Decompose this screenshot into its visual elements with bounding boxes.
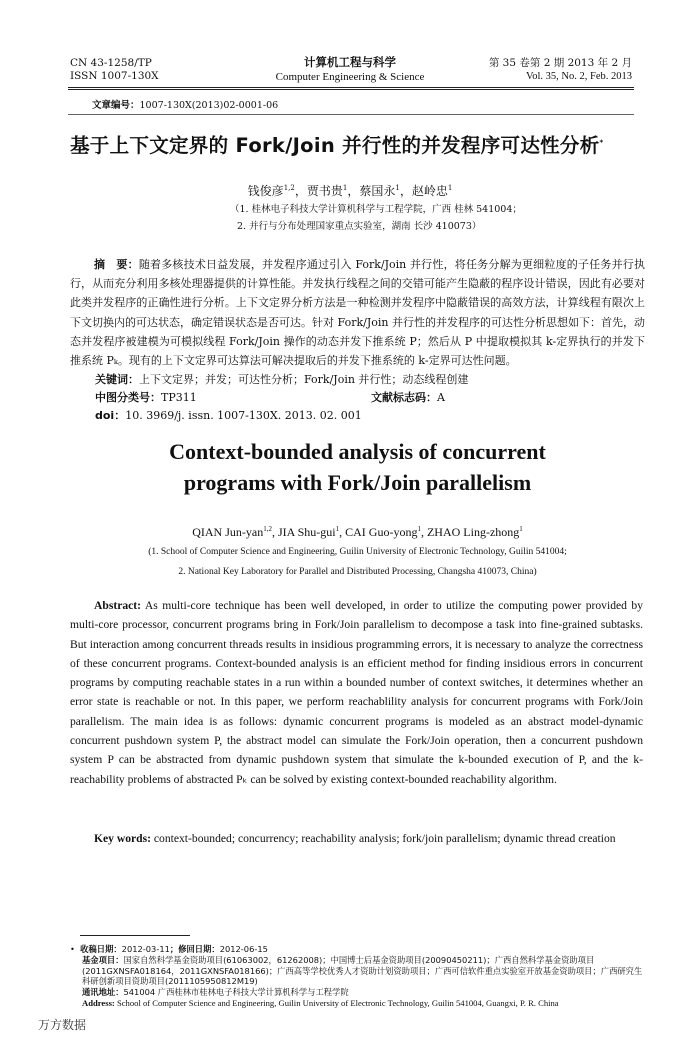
affiliation-zh-1: （1. 桂林电子科技大学计算机科学与工程学院，广西 桂林 541004； (230, 204, 522, 215)
abstract-en-label: Abstract: (94, 599, 142, 612)
footnote (70, 944, 650, 1009)
abstract-en (70, 596, 643, 789)
footnote-address (70, 987, 650, 998)
author-zh-3-sup: 1 (395, 184, 400, 192)
revised-date: 2012-06-15 (219, 944, 268, 954)
sep: ， (294, 184, 307, 198)
keywords-en (70, 829, 643, 848)
footnote-dates (70, 944, 650, 955)
doi (95, 407, 362, 425)
journal-title-zh: 计算机工程与科学 (304, 55, 396, 69)
author-en-1: QIAN Jun-yan (192, 525, 264, 539)
title-en-line-1: Context-bounded analysis of concurrent (169, 439, 546, 464)
author-zh-4-sup: 1 (447, 184, 453, 192)
document-code-value: A (437, 391, 445, 404)
watermark: 万方数据 (38, 1018, 87, 1032)
author-zh-2: 贾书贵 (306, 184, 343, 198)
doi-value: 10. 3969/j. issn. 1007-130X. 2013. 02. 001 (125, 409, 362, 422)
issue-zh: 第 35 卷第 2 期 2013 年 2 月 (488, 57, 632, 69)
document-code (371, 389, 445, 407)
title-zh-text: 基于上下文定界的 Fork/Join 并行性的并发程序可达性分析 (70, 134, 600, 157)
fund-label: 基金项目： (82, 954, 124, 965)
header-rule (68, 87, 634, 88)
authors-zh (80, 182, 620, 199)
article-number-rule (68, 114, 634, 115)
footnote-address-en (70, 998, 650, 1009)
abstract-zh-label: 摘 要： (94, 258, 139, 271)
author-en-2: JIA Shu-gui (277, 525, 336, 539)
header-rule-2 (68, 89, 634, 90)
title-footnote-mark: * (599, 138, 604, 147)
abstract-zh-text: 随着多核技术日益发展，并发程序通过引入 Fork/Join 并行性，将任务分解为更细粒度的子任务并行执行，从而充分利用多核处理器提供的计算性能。并发执行线程之间的交错可能产生隐蔽的程序设计错误，因此有必要对此类并发程序的正确性进行分析。上下文定界分析方法是一种检测并发程序中隐蔽错误的高效方法，计算线程有限次上下文切换内的可达状态，确定错误状态是否可达。针对 Fork/Join 并行性的并发程序的可达性分析思想如下：首先，动态并发程序被建模为可模拟线程 Fork/Join 操作的动态并发下推系统 P；然后从 P 中提取模拟其 k-定界执行的并发下推系统 Pₖ。现有的上下文定界可达算法可解决提取后的并发下推系统的 k-定界可达性问题。 (70, 258, 645, 368)
abstract-zh (70, 255, 645, 370)
affiliation-en-1: (1. School of Computer Science and Engineering, Guilin University of Electronic Technology, Guilin 541004; (148, 547, 567, 557)
author-en-2-sup: 1 (335, 525, 340, 533)
sep: ， (399, 184, 412, 198)
authors-en (70, 525, 645, 540)
issue-en: Vol. 35, No. 2, Feb. 2013 (526, 71, 632, 82)
abstract-en-text: As multi-core technique has been well developed, in order to utilize the computing power provided by multi-core processor, concurrent programs bring in Fork/Join parallelism to decompose a task into fine-grained subtasks. But interaction among concurrent threads results in insidious programming errors, it is necessary to analyze the correctness of these concurrent programs. Context-bounded analysis is an efficient method for finding insidious errors in concurrent programs by computing reachable states in a run within a bounded number of context switches, it determines whether an error state is reachable or not. In this paper, we perform reachablility analysis for concurrent programs with Fork/Join parallelism. The main idea is as follows: dynamic concurrent programs is modeled as an abstract model-dynamic concurrent pushdown system P, the abstract model can simulate the Fork/Join operation, then a concurrent pushdown system P can be abstracted from dynamic pushdown system that simulate the k-bounded execution of P, and the k-reachability problems of abstracted Pₖ can be solved by existing context-bounded reachability algorithm. (70, 599, 643, 786)
title-zh (70, 130, 650, 158)
document-code-label: 文献标志码： (371, 391, 437, 404)
author-en-4: ZHAO Ling-zhong (426, 525, 520, 539)
address-en-label: Address: (82, 997, 115, 1008)
author-zh-1: 钱俊彦 (247, 184, 284, 198)
received-label: 收稿日期： (80, 944, 122, 954)
author-en-3: CAI Guo-yong (345, 525, 418, 539)
footnote-rule (80, 935, 190, 936)
affiliation-zh-2: 2. 并行与分布处理国家重点实验室，湖南 长沙 410073） (237, 221, 482, 232)
address-text: 541004 广西桂林市桂林电子科技大学计算机科学与工程学院 (123, 987, 349, 998)
author-en-4-sup: 1 (519, 525, 523, 533)
article-number-label: 文章编号： (92, 100, 140, 111)
affiliation-en-2: 2. National Key Laboratory for Parallel and Distributed Processing, Changsha 410073, China) (178, 567, 537, 577)
author-en-3-sup: 1 (417, 525, 421, 533)
article-number (92, 97, 278, 111)
author-zh-3: 蔡国永 (359, 184, 396, 198)
footnote-fund (70, 955, 650, 987)
author-zh-2-sup: 1 (342, 184, 348, 192)
title-en-line-2: programs with Fork/Join parallelism (183, 470, 532, 495)
keywords-zh-text: 上下文定界；并发；可达性分析；Fork/Join 并行性；动态线程创建 (139, 373, 469, 386)
received-date: 2012-03-11 (121, 944, 170, 954)
keywords-zh (95, 371, 468, 389)
author-en-1-sup: 1,2 (263, 525, 272, 533)
sep: , (339, 525, 346, 539)
sep: , (420, 525, 427, 539)
sep: ， (347, 184, 360, 198)
keywords-en-label: Key words: (94, 832, 151, 845)
cn-number: CN 43-1258/TP (70, 57, 152, 69)
clc-number (95, 389, 197, 407)
issn-number: ISSN 1007-130X (70, 70, 159, 82)
footnote-bullet: • (70, 944, 81, 954)
clc-value: TP311 (161, 391, 197, 404)
sep: , (271, 525, 278, 539)
journal-title-en: Computer Engineering & Science (275, 71, 425, 83)
keywords-en-text: context-bounded; concurrency; reachability analysis; fork/join parallelism; dynamic thread creation (153, 832, 616, 845)
doi-label: doi： (95, 409, 126, 422)
clc-label: 中图分类号： (95, 391, 161, 404)
article-number-value: 1007-130X(2013)02-0001-06 (139, 100, 279, 111)
address-en-text: School of Computer Science and Engineering, Guilin University of Electronic Technology, Guilin 541004, Guangxi, P. R. China (116, 997, 559, 1008)
author-zh-4: 赵岭忠 (411, 184, 448, 198)
keywords-zh-label: 关键词： (95, 373, 139, 386)
fund-text: 国家自然科学基金资助项目(61063002，61262008)；中国博士后基金资助项目(20090450211)；广西自然科学基金资助项目(2011GXNSFA018164，2011GXNSFA018166)；广西高等学校优秀人才资助计划资助项目；广西可信软件重点实验室开放基金资助项目；广西研究生科研创新项目资助项目(2011105950812M19) (82, 954, 643, 987)
address-label: 通讯地址： (82, 987, 124, 998)
revised-label: ；修回日期： (169, 944, 220, 954)
author-zh-1-sup: 1,2 (283, 184, 295, 192)
